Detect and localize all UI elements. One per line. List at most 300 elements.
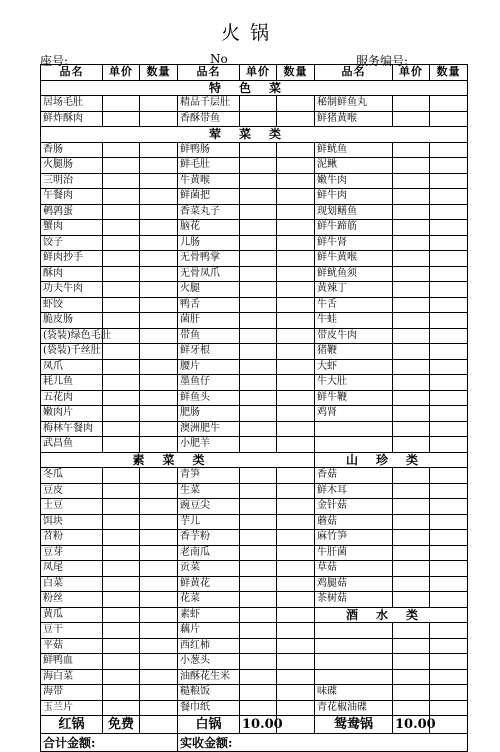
qty-cell[interactable] bbox=[140, 189, 178, 205]
qty-cell[interactable] bbox=[140, 96, 178, 112]
price-cell[interactable] bbox=[240, 111, 277, 127]
qty-cell[interactable] bbox=[140, 251, 178, 267]
qty-cell[interactable] bbox=[277, 685, 315, 701]
price-cell[interactable] bbox=[393, 700, 430, 716]
price-cell[interactable] bbox=[240, 607, 277, 623]
price-cell[interactable] bbox=[393, 592, 430, 608]
qty-cell[interactable] bbox=[277, 468, 315, 484]
price-cell[interactable] bbox=[103, 468, 140, 484]
price-cell[interactable] bbox=[103, 158, 140, 174]
qty-cell[interactable] bbox=[277, 545, 315, 561]
item-name: 虾饺 bbox=[41, 297, 103, 313]
qty-cell[interactable] bbox=[277, 561, 315, 577]
price-cell[interactable] bbox=[103, 142, 140, 158]
table-row bbox=[41, 80, 468, 96]
qty-cell[interactable] bbox=[430, 638, 468, 654]
item-name: 脆皮肠 bbox=[41, 313, 103, 329]
price-cell[interactable] bbox=[393, 390, 430, 406]
price-cell[interactable] bbox=[240, 359, 277, 375]
price-cell[interactable] bbox=[103, 251, 140, 267]
price-cell[interactable] bbox=[240, 685, 277, 701]
price-cell[interactable] bbox=[103, 96, 140, 112]
price-cell[interactable] bbox=[240, 530, 277, 546]
qty-cell[interactable] bbox=[140, 158, 178, 174]
price-cell[interactable] bbox=[103, 623, 140, 639]
col-header-qty: 数量 bbox=[277, 65, 315, 81]
price-cell[interactable] bbox=[103, 437, 140, 453]
yuanyang-pot-label: 鸳鸯锅 bbox=[315, 716, 393, 734]
qty-cell[interactable] bbox=[140, 638, 178, 654]
price-cell[interactable] bbox=[240, 421, 277, 437]
price-cell[interactable] bbox=[240, 654, 277, 670]
qty-cell[interactable] bbox=[277, 700, 315, 716]
qty-cell[interactable] bbox=[140, 142, 178, 158]
price-cell[interactable] bbox=[240, 158, 277, 174]
qty-cell[interactable] bbox=[140, 685, 178, 701]
item-name: 肥肠 bbox=[178, 406, 240, 422]
table-row bbox=[41, 204, 468, 220]
qty-cell[interactable] bbox=[277, 669, 315, 685]
qty-cell[interactable] bbox=[430, 344, 468, 360]
qty-cell[interactable] bbox=[430, 142, 468, 158]
qty-cell[interactable] bbox=[140, 220, 178, 236]
price-cell[interactable] bbox=[393, 142, 430, 158]
item-name: 鸡腿菇 bbox=[315, 576, 393, 592]
qty-cell[interactable] bbox=[277, 251, 315, 267]
table-row bbox=[41, 282, 468, 298]
price-cell[interactable] bbox=[393, 344, 430, 360]
qty-cell[interactable] bbox=[140, 421, 178, 437]
qty-cell[interactable] bbox=[430, 282, 468, 298]
price-cell[interactable] bbox=[103, 406, 140, 422]
qty-cell[interactable] bbox=[140, 654, 178, 670]
qty-cell[interactable] bbox=[430, 483, 468, 499]
price-cell[interactable] bbox=[240, 189, 277, 205]
qty-cell[interactable] bbox=[277, 204, 315, 220]
price-cell[interactable] bbox=[393, 545, 430, 561]
qty-cell[interactable] bbox=[140, 266, 178, 282]
table-row bbox=[41, 158, 468, 174]
section-title-special: 特色菜 bbox=[41, 80, 468, 96]
item-name: 带鱼 bbox=[178, 328, 240, 344]
price-cell[interactable] bbox=[393, 483, 430, 499]
qty-cell[interactable] bbox=[277, 530, 315, 546]
price-cell[interactable] bbox=[103, 297, 140, 313]
qty-cell[interactable] bbox=[277, 173, 315, 189]
qty-cell[interactable] bbox=[277, 282, 315, 298]
section-title-meat: 荤菜类 bbox=[41, 127, 468, 143]
qty-cell[interactable] bbox=[277, 483, 315, 499]
qty-cell[interactable] bbox=[430, 251, 468, 267]
price-cell[interactable] bbox=[103, 235, 140, 251]
item-name: 海白菜 bbox=[41, 669, 103, 685]
price-cell[interactable] bbox=[393, 685, 430, 701]
item-name: (袋装)绿色毛肚 bbox=[41, 328, 103, 344]
table-row bbox=[41, 607, 468, 623]
item-name: 耗儿鱼 bbox=[41, 375, 103, 391]
price-cell[interactable] bbox=[393, 313, 430, 329]
item-name: 生菜 bbox=[178, 483, 240, 499]
qty-cell[interactable] bbox=[277, 654, 315, 670]
price-cell[interactable] bbox=[393, 220, 430, 236]
qty-cell[interactable] bbox=[140, 468, 178, 484]
price-cell[interactable] bbox=[393, 576, 430, 592]
qty-cell[interactable] bbox=[430, 561, 468, 577]
item-name: 西红柿 bbox=[178, 638, 240, 654]
price-cell[interactable] bbox=[393, 499, 430, 515]
price-cell[interactable] bbox=[393, 468, 430, 484]
qty-cell[interactable] bbox=[140, 545, 178, 561]
qty-cell[interactable] bbox=[430, 390, 468, 406]
qty-cell[interactable] bbox=[430, 623, 468, 639]
qty-cell[interactable] bbox=[277, 359, 315, 375]
item-name bbox=[315, 638, 393, 654]
price-cell[interactable] bbox=[393, 421, 430, 437]
item-name: 功夫牛肉 bbox=[41, 282, 103, 298]
qty-cell[interactable] bbox=[140, 328, 178, 344]
qty-cell[interactable] bbox=[140, 669, 178, 685]
qty-cell[interactable] bbox=[277, 514, 315, 530]
price-cell[interactable] bbox=[393, 328, 430, 344]
table-row bbox=[41, 313, 468, 329]
price-cell[interactable] bbox=[103, 313, 140, 329]
price-cell[interactable] bbox=[240, 142, 277, 158]
price-cell[interactable] bbox=[103, 545, 140, 561]
qty-cell[interactable] bbox=[430, 406, 468, 422]
price-cell[interactable] bbox=[393, 623, 430, 639]
item-name: 凤爪 bbox=[41, 359, 103, 375]
item-name: 现划鳝鱼 bbox=[315, 204, 393, 220]
qty-cell[interactable] bbox=[430, 111, 468, 127]
price-cell[interactable] bbox=[103, 282, 140, 298]
qty-cell[interactable] bbox=[430, 437, 468, 453]
price-cell[interactable] bbox=[393, 111, 430, 127]
price-cell[interactable] bbox=[240, 545, 277, 561]
qty-cell[interactable] bbox=[277, 297, 315, 313]
item-name: 小葱头 bbox=[178, 654, 240, 670]
price-cell[interactable] bbox=[240, 437, 277, 453]
item-name: 麻竹笋 bbox=[315, 530, 393, 546]
item-name: 带皮牛肉 bbox=[315, 328, 393, 344]
qty-cell[interactable] bbox=[430, 158, 468, 174]
table-row bbox=[41, 514, 468, 530]
qty-cell[interactable] bbox=[140, 514, 178, 530]
qty-cell[interactable] bbox=[140, 204, 178, 220]
price-cell[interactable] bbox=[240, 328, 277, 344]
qty-cell[interactable] bbox=[430, 220, 468, 236]
qty-cell[interactable] bbox=[430, 514, 468, 530]
price-cell[interactable] bbox=[240, 468, 277, 484]
price-cell[interactable] bbox=[240, 669, 277, 685]
price-cell[interactable] bbox=[240, 235, 277, 251]
qty-cell[interactable] bbox=[140, 623, 178, 639]
price-cell[interactable] bbox=[240, 96, 277, 112]
price-cell[interactable] bbox=[240, 561, 277, 577]
item-name: 澳洲肥牛 bbox=[178, 421, 240, 437]
table-row bbox=[41, 623, 468, 639]
col-header-name: 品名 bbox=[41, 65, 103, 81]
price-cell[interactable] bbox=[240, 390, 277, 406]
qty-cell[interactable] bbox=[140, 297, 178, 313]
qty-cell[interactable] bbox=[430, 313, 468, 329]
item-name: 牛黄喉 bbox=[178, 173, 240, 189]
price-cell[interactable] bbox=[393, 375, 430, 391]
price-cell[interactable] bbox=[103, 483, 140, 499]
price-cell[interactable] bbox=[240, 266, 277, 282]
price-cell[interactable] bbox=[103, 344, 140, 360]
item-name: 香肠 bbox=[41, 142, 103, 158]
item-name: 五花肉 bbox=[41, 390, 103, 406]
price-cell[interactable] bbox=[240, 576, 277, 592]
price-cell[interactable] bbox=[103, 189, 140, 205]
item-name: 嫩肉片 bbox=[41, 406, 103, 422]
price-cell[interactable] bbox=[103, 700, 140, 716]
price-cell[interactable] bbox=[103, 421, 140, 437]
qty-cell[interactable] bbox=[277, 437, 315, 453]
qty-cell[interactable] bbox=[277, 96, 315, 112]
price-cell[interactable] bbox=[103, 530, 140, 546]
qty-cell[interactable] bbox=[140, 313, 178, 329]
qty-cell[interactable] bbox=[277, 623, 315, 639]
price-cell[interactable] bbox=[393, 561, 430, 577]
qty-cell[interactable] bbox=[430, 545, 468, 561]
item-name: 嫩牛肉 bbox=[315, 173, 393, 189]
price-cell[interactable] bbox=[393, 359, 430, 375]
item-name: 猪鞭 bbox=[315, 344, 393, 360]
qty-cell[interactable] bbox=[430, 359, 468, 375]
qty-cell[interactable] bbox=[140, 173, 178, 189]
red-pot-qty[interactable] bbox=[140, 716, 178, 734]
item-name: 糙粮饭 bbox=[178, 685, 240, 701]
qty-cell[interactable] bbox=[277, 189, 315, 205]
price-cell[interactable] bbox=[240, 406, 277, 422]
qty-cell[interactable] bbox=[277, 592, 315, 608]
qty-cell[interactable] bbox=[430, 204, 468, 220]
item-name: 精品千层肚 bbox=[178, 96, 240, 112]
qty-cell[interactable] bbox=[430, 669, 468, 685]
table-row bbox=[41, 251, 468, 267]
qty-cell[interactable] bbox=[277, 142, 315, 158]
price-cell[interactable] bbox=[393, 638, 430, 654]
qty-cell[interactable] bbox=[140, 437, 178, 453]
price-cell[interactable] bbox=[393, 406, 430, 422]
qty-cell[interactable] bbox=[430, 700, 468, 716]
table-row bbox=[41, 638, 468, 654]
qty-cell[interactable] bbox=[430, 685, 468, 701]
qty-cell[interactable] bbox=[430, 328, 468, 344]
qty-cell[interactable] bbox=[140, 406, 178, 422]
price-cell[interactable] bbox=[103, 592, 140, 608]
price-cell[interactable] bbox=[240, 282, 277, 298]
qty-cell[interactable] bbox=[430, 375, 468, 391]
price-cell[interactable] bbox=[103, 375, 140, 391]
price-cell[interactable] bbox=[240, 499, 277, 515]
price-cell[interactable] bbox=[393, 297, 430, 313]
qty-cell[interactable] bbox=[277, 328, 315, 344]
item-name: 蘑菇 bbox=[315, 514, 393, 530]
item-name: 玉兰片 bbox=[41, 700, 103, 716]
qty-cell[interactable] bbox=[140, 592, 178, 608]
price-cell[interactable] bbox=[393, 282, 430, 298]
price-cell[interactable] bbox=[240, 514, 277, 530]
price-cell[interactable] bbox=[103, 499, 140, 515]
table-row bbox=[41, 483, 468, 499]
item-name: 鲜猪黄喉 bbox=[315, 111, 393, 127]
price-cell[interactable] bbox=[103, 654, 140, 670]
table-row bbox=[41, 189, 468, 205]
price-cell[interactable] bbox=[103, 359, 140, 375]
table-row bbox=[41, 142, 468, 158]
qty-cell[interactable] bbox=[430, 499, 468, 515]
qty-cell[interactable] bbox=[140, 111, 178, 127]
price-cell[interactable] bbox=[103, 638, 140, 654]
qty-cell[interactable] bbox=[277, 607, 315, 623]
price-cell[interactable] bbox=[393, 235, 430, 251]
item-name: 火腿肠 bbox=[41, 158, 103, 174]
qty-cell[interactable] bbox=[430, 592, 468, 608]
qty-cell[interactable] bbox=[430, 468, 468, 484]
price-cell[interactable] bbox=[103, 685, 140, 701]
item-name: 豆干 bbox=[41, 623, 103, 639]
price-cell[interactable] bbox=[103, 204, 140, 220]
qty-cell[interactable] bbox=[277, 313, 315, 329]
qty-cell[interactable] bbox=[277, 344, 315, 360]
table-row bbox=[41, 530, 468, 546]
price-cell[interactable] bbox=[240, 344, 277, 360]
price-cell[interactable] bbox=[240, 623, 277, 639]
qty-cell[interactable] bbox=[277, 499, 315, 515]
qty-cell[interactable] bbox=[430, 96, 468, 112]
price-cell[interactable] bbox=[103, 576, 140, 592]
item-name: 餐巾纸 bbox=[178, 700, 240, 716]
price-cell[interactable] bbox=[393, 266, 430, 282]
qty-cell[interactable] bbox=[140, 344, 178, 360]
price-cell[interactable] bbox=[393, 654, 430, 670]
qty-cell[interactable] bbox=[140, 359, 178, 375]
price-cell[interactable] bbox=[393, 189, 430, 205]
section-title-mushroom: 山珍类 bbox=[315, 452, 468, 468]
item-name: 香菜丸子 bbox=[178, 204, 240, 220]
item-name: 蟹肉 bbox=[41, 220, 103, 236]
qty-cell[interactable] bbox=[430, 189, 468, 205]
item-name: 菌肝 bbox=[178, 313, 240, 329]
price-cell[interactable] bbox=[393, 204, 430, 220]
qty-cell[interactable] bbox=[430, 235, 468, 251]
item-name: 饵块 bbox=[41, 514, 103, 530]
item-name: 鲜牛黄喉 bbox=[315, 251, 393, 267]
item-name: 鲜鸭肠 bbox=[178, 142, 240, 158]
qty-cell[interactable] bbox=[277, 576, 315, 592]
qty-cell[interactable] bbox=[277, 235, 315, 251]
price-cell[interactable] bbox=[103, 111, 140, 127]
item-name: 粉丝 bbox=[41, 592, 103, 608]
qty-cell[interactable] bbox=[277, 421, 315, 437]
qty-cell[interactable] bbox=[277, 220, 315, 236]
qty-cell[interactable] bbox=[140, 561, 178, 577]
price-cell[interactable] bbox=[393, 437, 430, 453]
qty-cell[interactable] bbox=[140, 375, 178, 391]
price-cell[interactable] bbox=[240, 375, 277, 391]
price-cell[interactable] bbox=[240, 313, 277, 329]
qty-cell[interactable] bbox=[140, 235, 178, 251]
price-cell[interactable] bbox=[240, 592, 277, 608]
item-name: 青花椒油碟 bbox=[315, 700, 393, 716]
section-title-drinks: 酒水类 bbox=[315, 607, 468, 623]
table-row bbox=[41, 359, 468, 375]
price-cell[interactable] bbox=[240, 297, 277, 313]
qty-cell[interactable] bbox=[430, 654, 468, 670]
item-name: 香菇 bbox=[315, 468, 393, 484]
qty-cell[interactable] bbox=[140, 700, 178, 716]
price-cell[interactable] bbox=[240, 700, 277, 716]
price-cell[interactable] bbox=[393, 530, 430, 546]
price-cell[interactable] bbox=[393, 669, 430, 685]
table-row bbox=[41, 452, 468, 468]
price-cell[interactable] bbox=[103, 669, 140, 685]
price-cell[interactable] bbox=[393, 251, 430, 267]
qty-cell[interactable] bbox=[430, 297, 468, 313]
qty-cell[interactable] bbox=[430, 576, 468, 592]
price-cell[interactable] bbox=[240, 638, 277, 654]
price-cell[interactable] bbox=[240, 251, 277, 267]
price-cell[interactable] bbox=[103, 220, 140, 236]
price-cell[interactable] bbox=[103, 607, 140, 623]
qty-cell[interactable] bbox=[140, 530, 178, 546]
qty-cell[interactable] bbox=[140, 576, 178, 592]
qty-cell[interactable] bbox=[430, 421, 468, 437]
qty-cell[interactable] bbox=[277, 406, 315, 422]
item-name: (袋装)千丝肚 bbox=[41, 344, 103, 360]
price-cell[interactable] bbox=[240, 204, 277, 220]
qty-cell[interactable] bbox=[277, 266, 315, 282]
price-cell[interactable] bbox=[240, 173, 277, 189]
price-cell[interactable] bbox=[103, 266, 140, 282]
item-name: 香酥带鱼 bbox=[178, 111, 240, 127]
price-cell[interactable] bbox=[393, 173, 430, 189]
qty-cell[interactable] bbox=[140, 282, 178, 298]
price-cell[interactable] bbox=[103, 514, 140, 530]
price-cell[interactable] bbox=[240, 483, 277, 499]
table-row bbox=[41, 65, 468, 81]
price-cell[interactable] bbox=[240, 220, 277, 236]
col-header-price: 单价 bbox=[103, 65, 140, 81]
item-name: 黄辣丁 bbox=[315, 282, 393, 298]
qty-cell[interactable] bbox=[277, 375, 315, 391]
qty-cell[interactable] bbox=[430, 530, 468, 546]
qty-cell[interactable] bbox=[430, 266, 468, 282]
price-cell[interactable] bbox=[393, 158, 430, 174]
item-name: 油酥花生米 bbox=[178, 669, 240, 685]
qty-cell[interactable] bbox=[277, 158, 315, 174]
price-cell[interactable] bbox=[103, 390, 140, 406]
item-name: 火腿 bbox=[178, 282, 240, 298]
waiter-label: 服务编号: bbox=[356, 54, 409, 68]
qty-cell[interactable] bbox=[140, 390, 178, 406]
qty-cell[interactable] bbox=[277, 111, 315, 127]
price-cell[interactable] bbox=[393, 96, 430, 112]
qty-cell[interactable] bbox=[430, 173, 468, 189]
qty-cell[interactable] bbox=[140, 499, 178, 515]
qty-cell[interactable] bbox=[277, 390, 315, 406]
qty-cell[interactable] bbox=[140, 607, 178, 623]
price-cell[interactable] bbox=[103, 173, 140, 189]
table-row bbox=[41, 561, 468, 577]
price-cell[interactable] bbox=[103, 561, 140, 577]
item-name: 花菜 bbox=[178, 592, 240, 608]
qty-cell[interactable] bbox=[140, 483, 178, 499]
price-cell[interactable] bbox=[393, 514, 430, 530]
qty-cell[interactable] bbox=[277, 638, 315, 654]
